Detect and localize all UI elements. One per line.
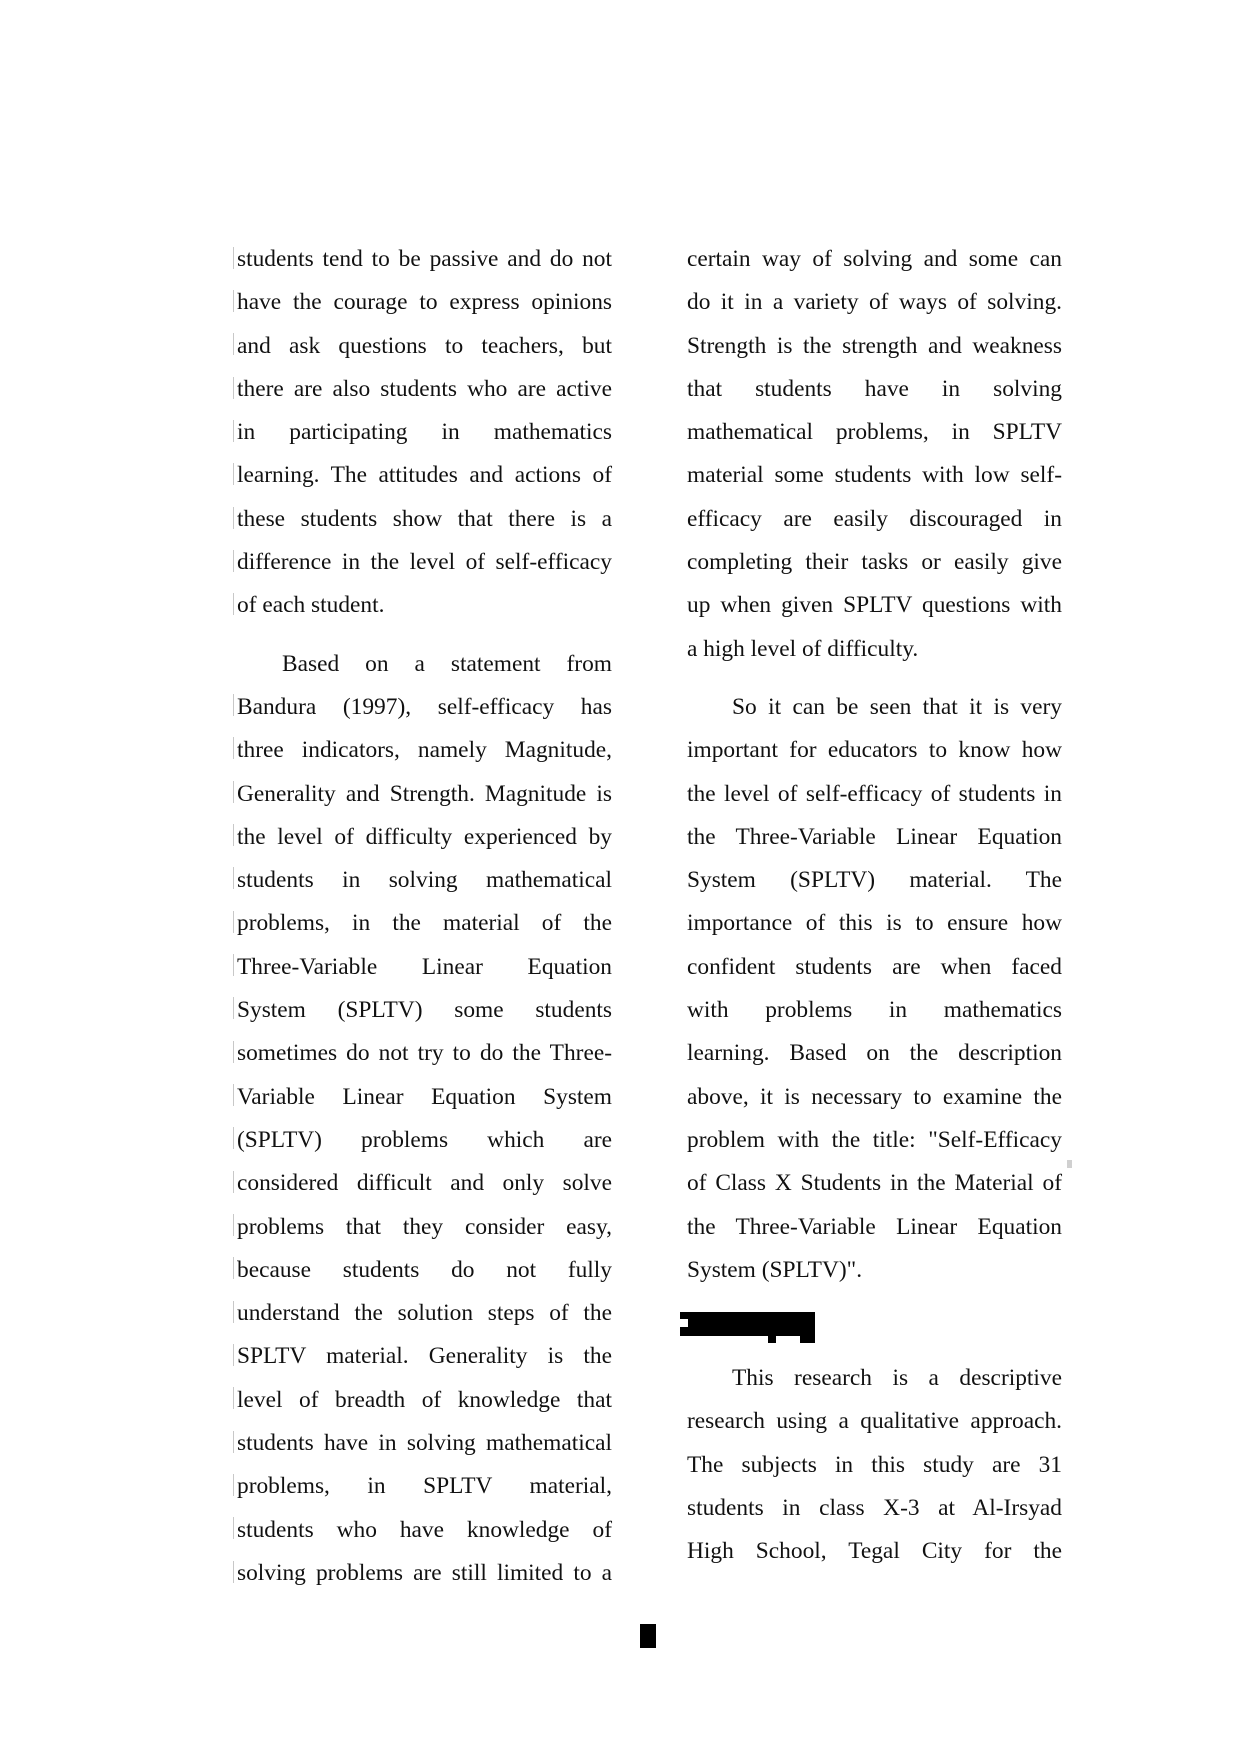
margin-tick bbox=[233, 1041, 234, 1063]
text-line: Strength is the strength and weakness bbox=[687, 332, 1062, 359]
text-line: mathematical problems, in SPLTV bbox=[687, 419, 1062, 446]
text-line: there are also students who are active bbox=[237, 375, 612, 402]
text-line: learning. The attitudes and actions of bbox=[237, 462, 612, 489]
text-line: students tend to be passive and do not bbox=[237, 246, 612, 272]
text-line: (SPLTV) problems which are bbox=[237, 1126, 612, 1153]
right-column bbox=[687, 238, 1062, 1292]
margin-tick bbox=[233, 507, 234, 529]
margin-tick bbox=[233, 781, 234, 803]
text-line: the Three-Variable Linear Equation bbox=[687, 1213, 1062, 1240]
text-line: with problems in mathematics bbox=[687, 997, 1062, 1024]
margin-tick bbox=[233, 1301, 234, 1323]
text-line: difference in the level of self-efficacy bbox=[237, 549, 612, 576]
text-line: learning. Based on the description bbox=[687, 1040, 1062, 1067]
text-line: and ask questions to teachers, but bbox=[237, 332, 612, 359]
margin-tick bbox=[233, 911, 234, 933]
text-line: importance of this is to ensure how bbox=[687, 910, 1062, 937]
text-line: System (SPLTV)". bbox=[687, 1256, 863, 1283]
text-line: Variable Linear Equation System bbox=[237, 1083, 612, 1110]
margin-tick bbox=[233, 1257, 234, 1279]
text-line: level of breadth of knowledge that bbox=[237, 1386, 612, 1413]
margin-tick bbox=[233, 997, 234, 1019]
margin-tick bbox=[233, 1214, 234, 1236]
text-line: research using a qualitative approach. bbox=[687, 1408, 1062, 1435]
margin-tick bbox=[233, 1387, 234, 1409]
text-line: that students have in solving bbox=[687, 375, 1062, 402]
text-line: High School, Tegal City for the bbox=[687, 1538, 1062, 1565]
text-line: because students do not fully bbox=[237, 1256, 612, 1283]
paragraph-research-importance bbox=[687, 686, 1062, 1292]
text-line: problem with the title: "Self-Efficacy bbox=[687, 1126, 1062, 1153]
margin-tick bbox=[233, 1517, 234, 1539]
text-line: solving problems are still limited to a bbox=[237, 1559, 612, 1586]
margin-tick bbox=[233, 290, 234, 312]
text-line: a high level of difficulty. bbox=[687, 635, 919, 662]
margin-tick bbox=[233, 954, 234, 976]
text-line: have the courage to express opinions bbox=[237, 289, 612, 316]
margin-tick bbox=[233, 550, 234, 572]
text-line: considered difficult and only solve bbox=[237, 1170, 612, 1197]
margin-tick bbox=[233, 1431, 234, 1453]
method-section bbox=[687, 1357, 1062, 1573]
text-line: sometimes do not try to do the Three- bbox=[237, 1040, 612, 1067]
paragraph-research-method bbox=[687, 1357, 1062, 1573]
text-line: certain way of solving and some can bbox=[687, 246, 1062, 272]
text-line: these students show that there is a bbox=[237, 505, 612, 532]
text-line: SPLTV material. Generality is the bbox=[237, 1343, 612, 1370]
margin-tick bbox=[233, 1171, 234, 1193]
text-line: material some students with low self- bbox=[687, 462, 1062, 489]
margin-tick bbox=[233, 377, 234, 399]
text-line: the Three-Variable Linear Equation bbox=[687, 823, 1062, 850]
text-line: students in solving mathematical bbox=[237, 867, 612, 894]
redacted-section-heading bbox=[680, 1312, 815, 1336]
text-line: Three-Variable Linear Equation bbox=[237, 953, 612, 980]
text-line: confident students are when faced bbox=[687, 953, 1062, 980]
text-line: System (SPLTV) material. The bbox=[687, 867, 1062, 894]
redaction-notch bbox=[680, 1319, 688, 1327]
text-line: The subjects in this study are 31 bbox=[687, 1451, 1062, 1478]
margin-tick bbox=[233, 593, 234, 615]
paragraph-bandura-indicators bbox=[237, 643, 612, 1596]
paragraph-strength-indicator bbox=[687, 238, 1062, 671]
text-line: the level of difficulty experienced by bbox=[237, 823, 612, 850]
text-line: students who have knowledge of bbox=[237, 1516, 612, 1543]
left-column bbox=[237, 238, 612, 1595]
margin-tick bbox=[233, 867, 234, 889]
redaction-descender bbox=[800, 1336, 815, 1343]
text-line: students in class X-3 at Al-Irsyad bbox=[687, 1494, 1062, 1521]
text-line: completing their tasks or easily give bbox=[687, 549, 1062, 576]
margin-tick bbox=[233, 463, 234, 485]
comment-marker-icon bbox=[1067, 1160, 1072, 1168]
text-line: the level of self-efficacy of students in bbox=[687, 780, 1062, 807]
paragraph-student-attitudes bbox=[237, 238, 612, 628]
margin-tick bbox=[233, 1474, 234, 1496]
text-line: of Class X Students in the Material of bbox=[687, 1170, 1062, 1197]
text-line: do it in a variety of ways of solving. bbox=[687, 289, 1062, 316]
margin-tick bbox=[233, 247, 234, 269]
text-line: important for educators to know how bbox=[687, 737, 1062, 764]
text-line: up when given SPLTV questions with bbox=[687, 592, 1062, 619]
text-line: So it can be seen that it is very bbox=[732, 693, 1062, 720]
text-line: This research is a descriptive bbox=[732, 1365, 1062, 1391]
text-line: in participating in mathematics bbox=[237, 419, 612, 446]
text-line: students have in solving mathematical bbox=[237, 1430, 612, 1457]
margin-tick bbox=[233, 1561, 234, 1583]
text-line: System (SPLTV) some students bbox=[237, 997, 612, 1024]
margin-tick bbox=[233, 1127, 234, 1149]
text-line: efficacy are easily discouraged in bbox=[687, 505, 1062, 532]
text-line: problems, in SPLTV material, bbox=[237, 1473, 612, 1500]
text-line: problems that they consider easy, bbox=[237, 1213, 612, 1240]
text-line: Generality and Strength. Magnitude is bbox=[237, 780, 612, 807]
text-line: above, it is necessary to examine the bbox=[687, 1083, 1062, 1110]
text-line: understand the solution steps of the bbox=[237, 1300, 612, 1327]
margin-tick bbox=[233, 737, 234, 759]
redacted-page-number bbox=[640, 1624, 656, 1648]
margin-tick bbox=[233, 1084, 234, 1106]
margin-tick bbox=[233, 694, 234, 716]
margin-tick bbox=[233, 1344, 234, 1366]
margin-tick bbox=[233, 824, 234, 846]
text-line: problems, in the material of the bbox=[237, 910, 612, 937]
text-line: Based on a statement from bbox=[282, 650, 612, 677]
text-line: three indicators, namely Magnitude, bbox=[237, 737, 612, 764]
text-line: of each student. bbox=[237, 592, 385, 619]
margin-tick bbox=[233, 333, 234, 355]
redaction-descender bbox=[768, 1336, 776, 1343]
text-line: Bandura (1997), self-efficacy has bbox=[237, 693, 612, 720]
margin-tick bbox=[233, 420, 234, 442]
